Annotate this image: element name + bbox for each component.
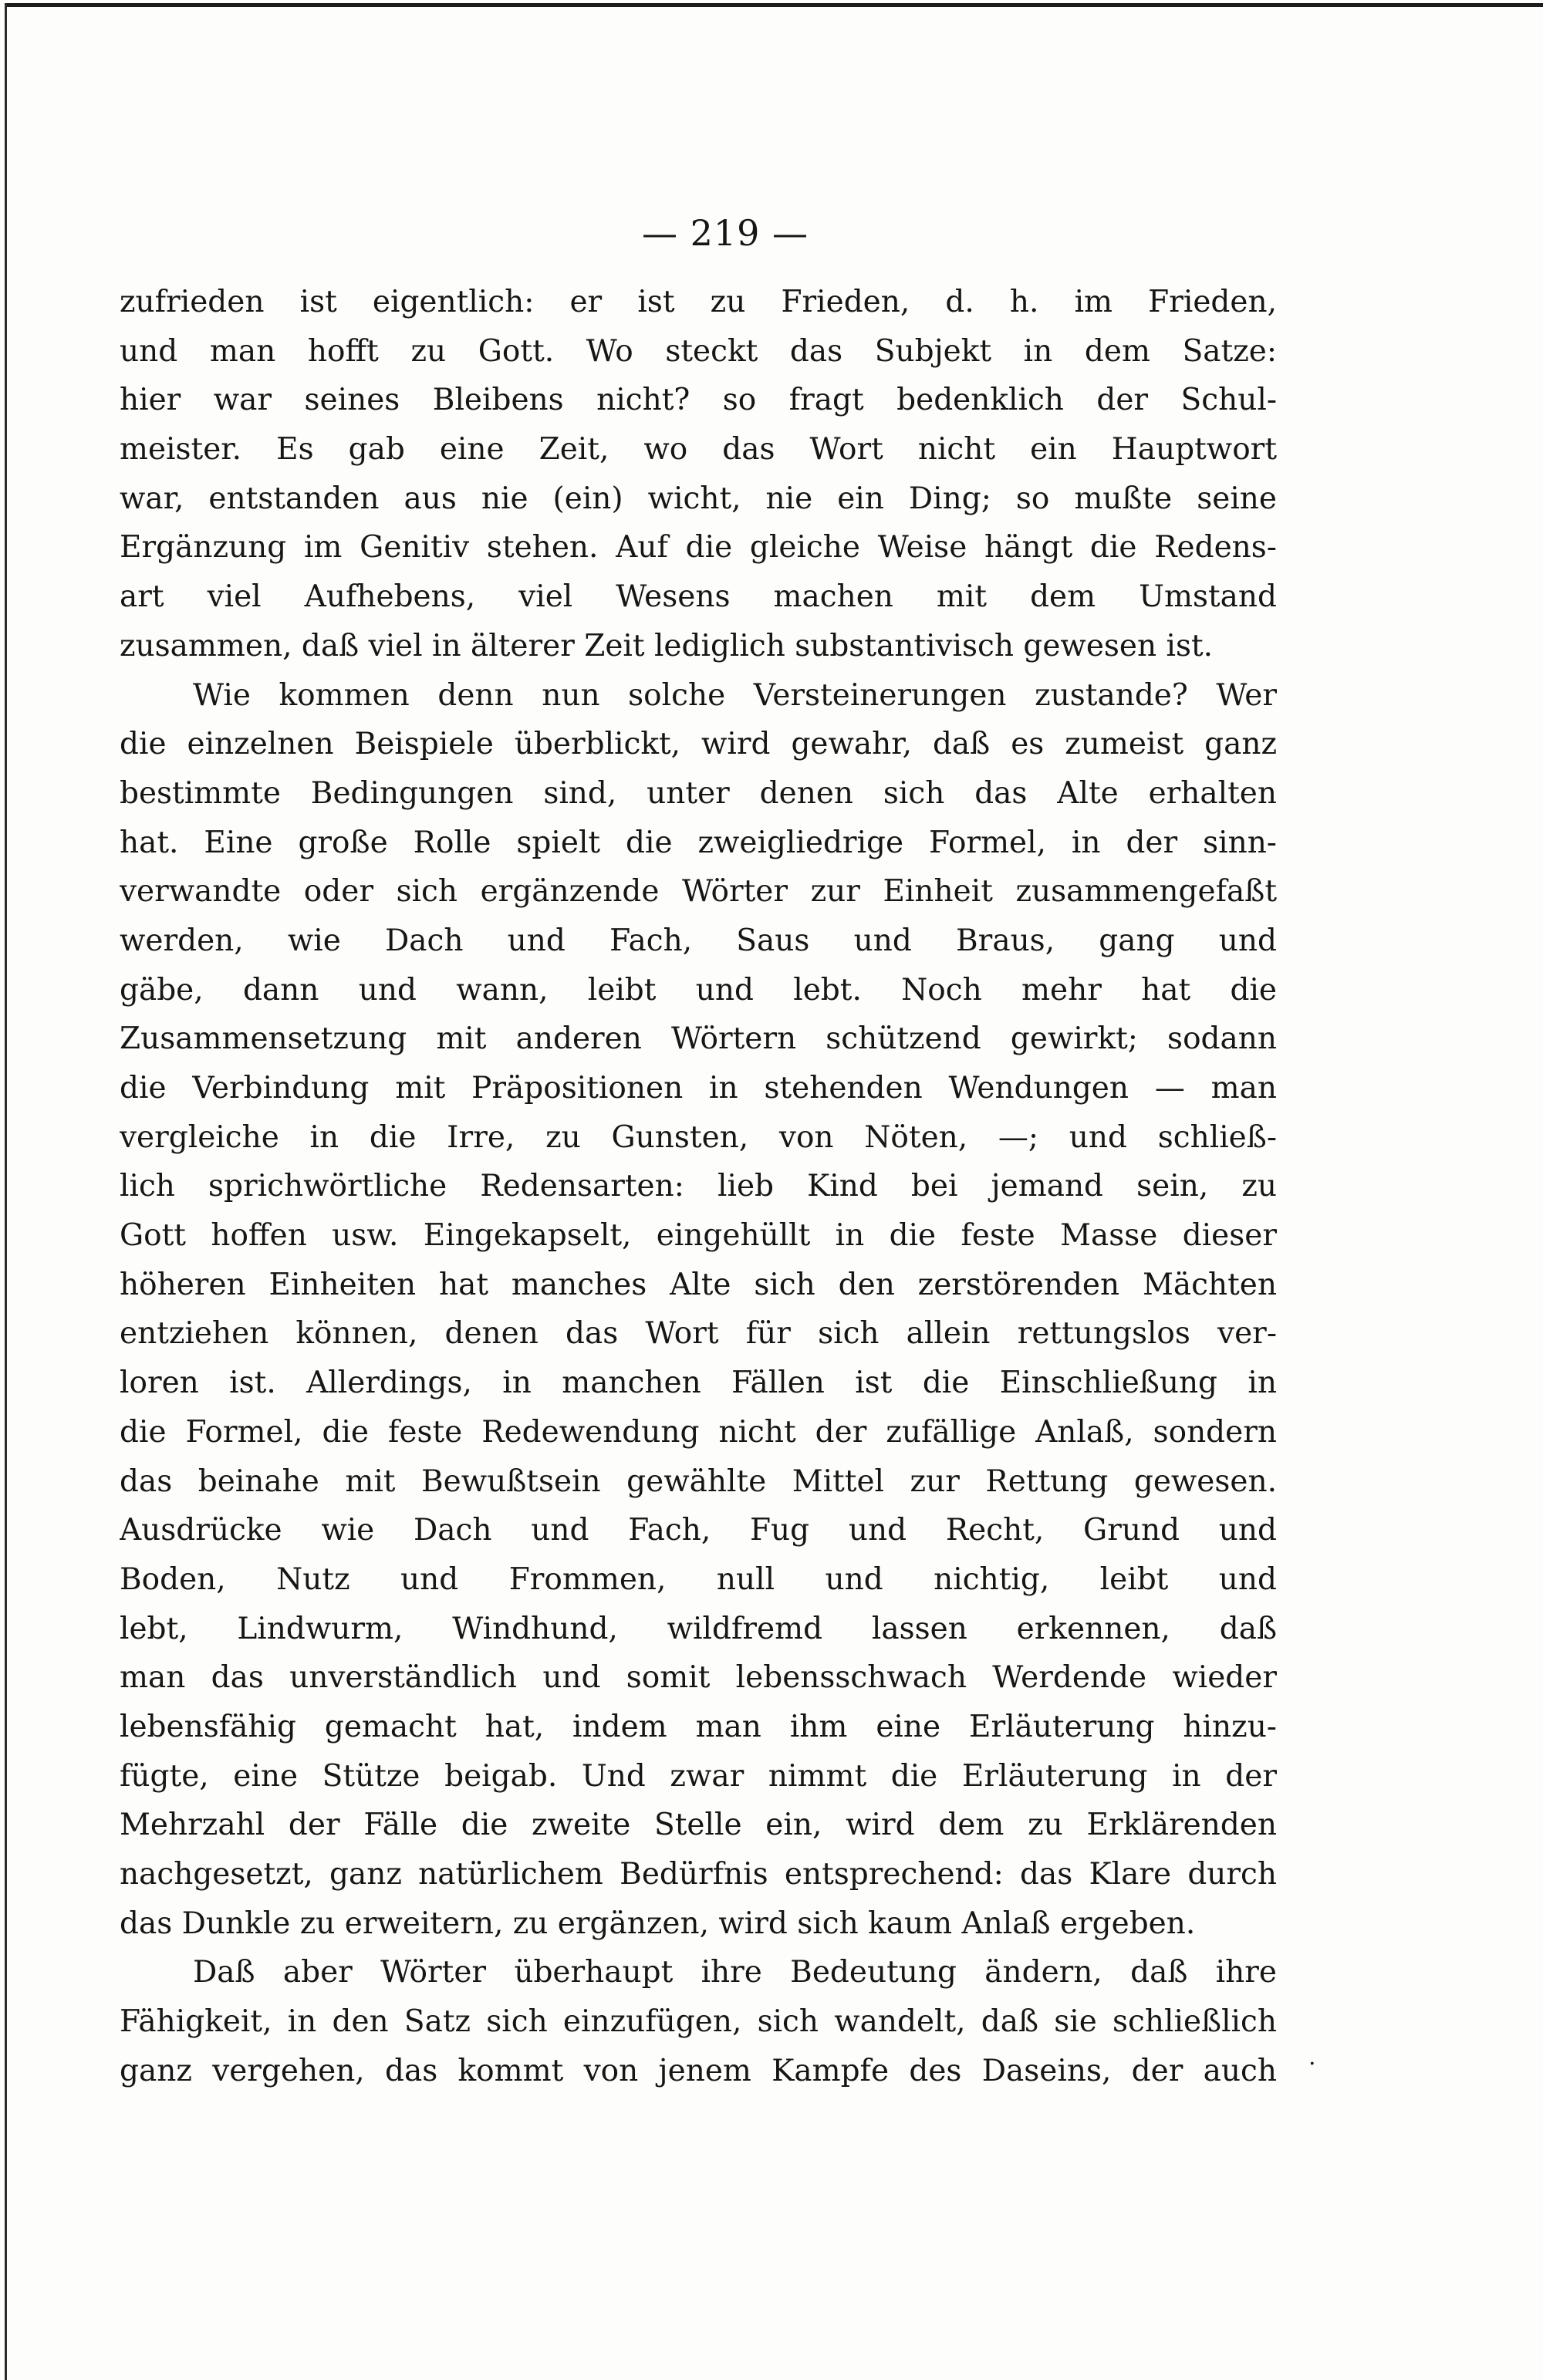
text-line: lebensfähig gemacht hat, indem man ihm eine Erläuterung hinzu- <box>120 1709 1277 1744</box>
text-line: höheren Einheiten hat manches Alte sich den zerstörenden Mächten <box>120 1267 1277 1302</box>
text-line: das beinahe mit Bewußtsein gewählte Mittel zur Rettung gewesen. <box>120 1463 1277 1499</box>
text-line: nachgesetzt, ganz natürlichem Bedürfnis entsprechend: das Klare durch <box>120 1857 1277 1892</box>
text-line: entziehen können, denen das Wort für sich allein rettungslos ver- <box>120 1316 1277 1352</box>
text-line: fügte, eine Stütze beigab. Und zwar nimmt die Erläuterung in der <box>120 1758 1277 1794</box>
text-line: Gott hoffen usw. Eingekapselt, eingehüllt in die feste Masse dieser <box>120 1218 1277 1254</box>
text-line: war, entstanden aus nie (ein) wicht, nie ein Ding; so mußte seine <box>120 481 1277 516</box>
text-line: verwandte oder sich ergänzende Wörter zur Einheit zusammengefaßt <box>120 874 1277 910</box>
text-line: Zusammensetzung mit anderen Wörtern schützend gewirkt; sodann <box>120 1021 1277 1057</box>
text-line: zusammen, daß viel in älterer Zeit lediglich substantivisch gewesen ist. <box>120 628 1214 663</box>
text-line: meister. Es gab eine Zeit, wo das Wort nicht ein Hauptwort <box>120 432 1277 468</box>
stray-dot: . <box>1308 2044 1316 2071</box>
text-line: Ausdrücke wie Dach und Fach, Fug und Recht, Grund und <box>120 1513 1277 1548</box>
text-line: die Formel, die feste Redewendung nicht der zufällige Anlaß, sondern <box>120 1414 1277 1450</box>
paragraph-start-line: Daß aber Wörter überhaupt ihre Bedeutung ändern, daß ihre <box>193 1955 1277 1990</box>
text-line: das Dunkle zu erweitern, zu ergänzen, wird sich kaum Anlaß ergeben. <box>120 1906 1196 1941</box>
paragraph-start-line: Wie kommen denn nun solche Versteinerungen zustande? Wer <box>193 677 1277 713</box>
page-number: — 219 — <box>641 212 809 254</box>
body-text <box>120 278 1277 2095</box>
text-line: Mehrzahl der Fälle die zweite Stelle ein, wird dem zu Erklärenden <box>120 1808 1277 1843</box>
text-line: man das unverständlich und somit lebensschwach Werdende wieder <box>120 1660 1277 1696</box>
text-line: gäbe, dann und wann, leibt und lebt. Noch mehr hat die <box>120 972 1277 1008</box>
page-top-edge <box>5 3 1543 7</box>
text-line: ganz vergehen, das kommt von jenem Kampfe des Daseins, der auch <box>120 2053 1277 2088</box>
text-line: Ergänzung im Genitiv stehen. Auf die gleiche Weise hängt die Redens- <box>120 530 1277 565</box>
page-left-edge <box>5 3 7 2380</box>
text-line: loren ist. Allerdings, in manchen Fällen ist die Einschließung in <box>120 1366 1277 1401</box>
text-line: werden, wie Dach und Fach, Saus und Braus, gang und <box>120 923 1277 958</box>
text-line: hat. Eine große Rolle spielt die zweigliedrige Formel, in der sinn- <box>120 825 1277 860</box>
text-line: Boden, Nutz und Frommen, null und nichtig, leibt und <box>120 1561 1277 1597</box>
text-line: vergleiche in die Irre, zu Gunsten, von Nöten, —; und schließ- <box>120 1119 1277 1155</box>
text-line: bestimmte Bedingungen sind, unter denen sich das Alte erhalten <box>120 775 1277 811</box>
text-line: zufrieden ist eigentlich: er ist zu Frieden, d. h. im Frieden, <box>120 285 1277 319</box>
text-line: art viel Aufhebens, viel Wesens machen mit dem Umstand <box>120 579 1277 615</box>
text-line: lich sprichwörtliche Redensarten: lieb Kind bei jemand sein, zu <box>120 1169 1277 1204</box>
text-line: lebt, Lindwurm, Windhund, wildfremd lassen erkennen, daß <box>120 1611 1277 1646</box>
text-line: Fähigkeit, in den Satz sich einzufügen, sich wandelt, daß sie schließlich <box>120 2004 1277 2040</box>
text-line: die einzelnen Beispiele überblickt, wird gewahr, daß es zumeist ganz <box>120 727 1277 762</box>
text-line: die Verbindung mit Präpositionen in stehenden Wendungen — man <box>120 1071 1277 1106</box>
text-line: hier war seines Bleibens nicht? so fragt bedenklich der Schul- <box>120 383 1277 418</box>
text-line: und man hofft zu Gott. Wo steckt das Subjekt in dem Satze: <box>120 333 1277 369</box>
